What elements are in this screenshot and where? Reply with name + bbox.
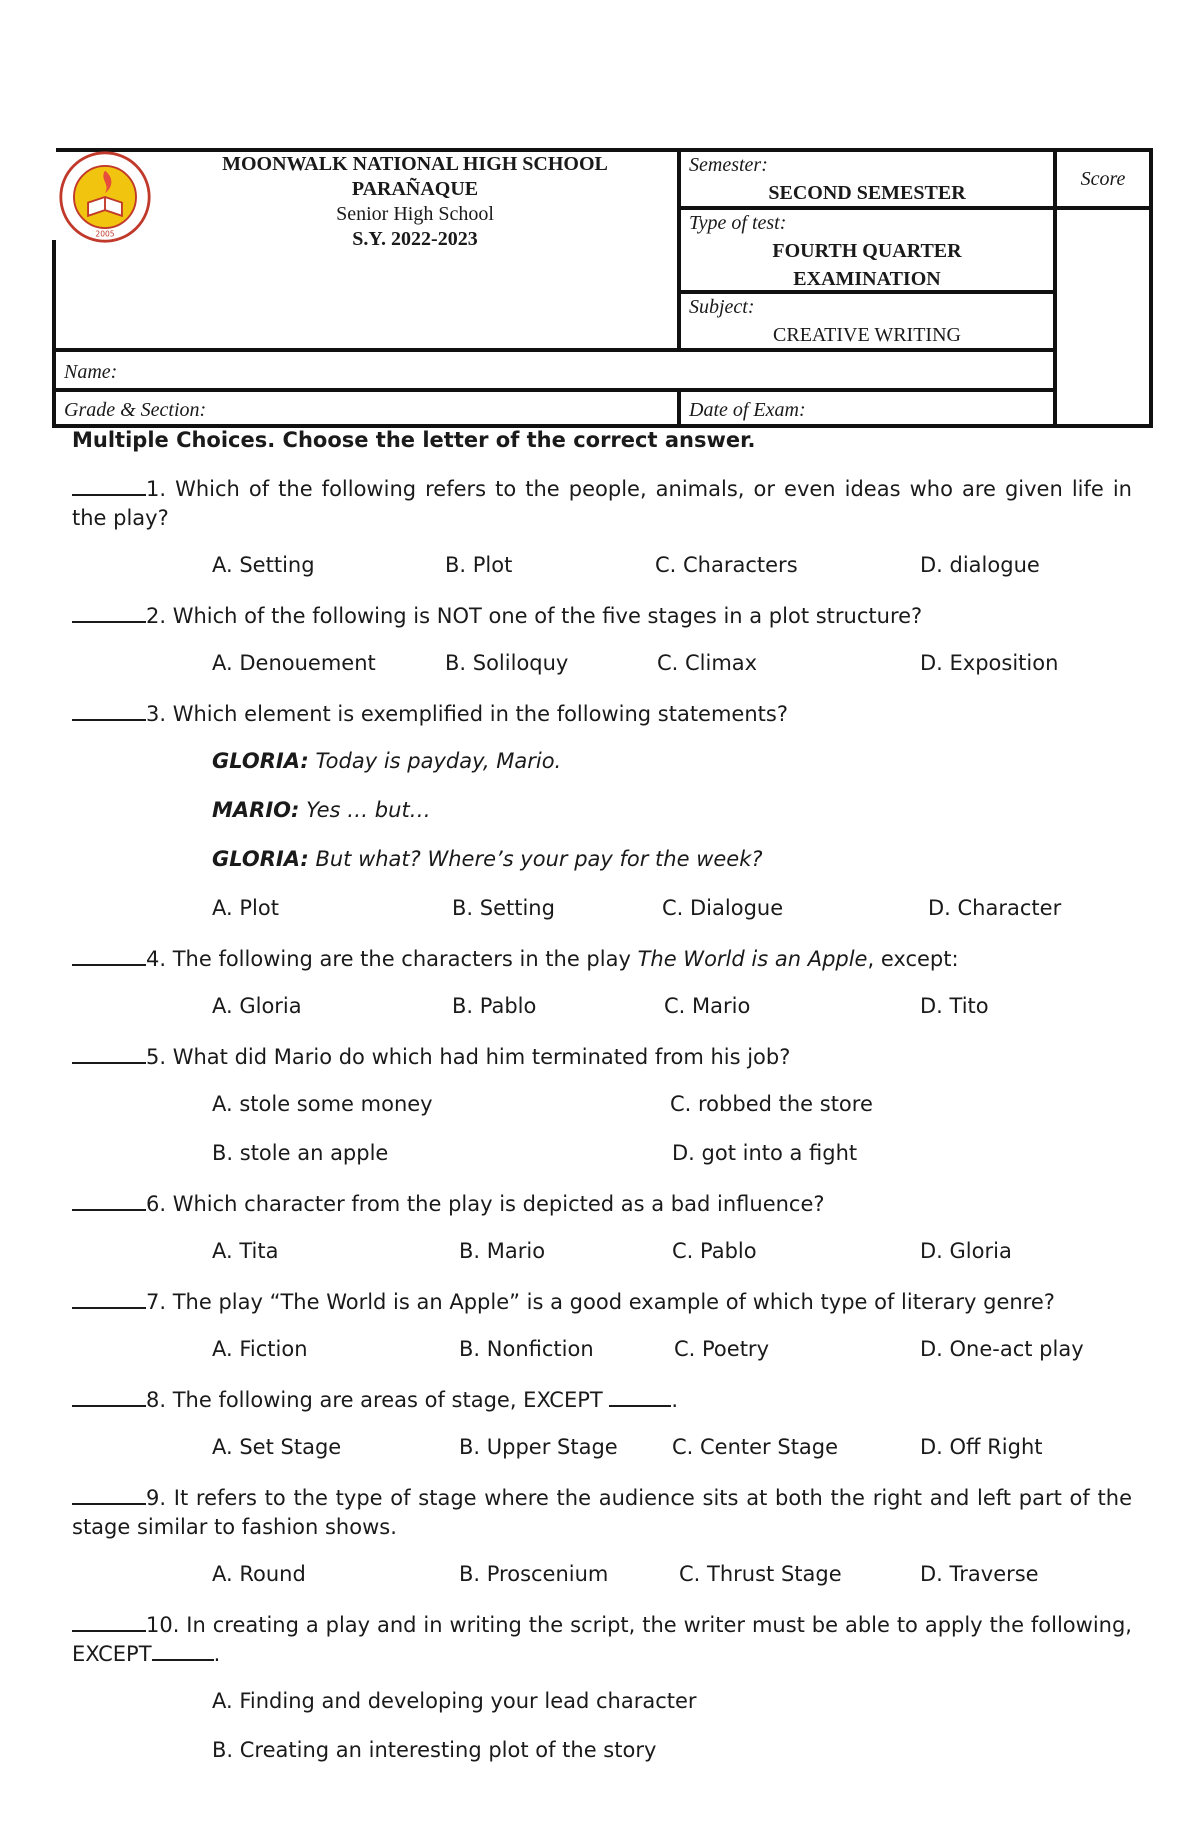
test-type-value-2: EXAMINATION <box>793 268 941 290</box>
svg-text:2005: 2005 <box>95 229 115 239</box>
option: D. got into a fight <box>672 1141 858 1165</box>
inline-blank[interactable] <box>152 1641 214 1661</box>
subject-box <box>677 290 1057 352</box>
answer-blank-6[interactable] <box>72 1191 146 1211</box>
option: B. Plot <box>445 553 513 577</box>
option: A. Plot <box>212 896 279 920</box>
option: B. Creating an interesting plot of the story <box>212 1738 657 1762</box>
question-4: 4. The following are the characters in the play The World is an Apple, except: <box>72 945 1132 974</box>
answer-blank-7[interactable] <box>72 1289 146 1309</box>
option: B. Proscenium <box>459 1562 609 1586</box>
grade-section-field[interactable] <box>52 388 681 428</box>
semester-box <box>677 148 1057 210</box>
name-label: Name: <box>64 361 118 383</box>
option: C. Dialogue <box>662 896 784 920</box>
option: C. Thrust Stage <box>679 1562 842 1586</box>
option: B. Pablo <box>452 994 537 1018</box>
answer-blank-3[interactable] <box>72 701 146 721</box>
option: A. Tita <box>212 1239 279 1263</box>
question-7: 7. The play “The World is an Apple” is a good example of which type of literary genre? <box>72 1288 1132 1317</box>
semester-label: Semester: <box>689 154 768 176</box>
option: B. Nonfiction <box>459 1337 594 1361</box>
option: D. Tito <box>920 994 989 1018</box>
instructions: Multiple Choices. Choose the letter of the correct answer. <box>72 428 756 452</box>
answer-blank-4[interactable] <box>72 946 146 966</box>
school-city: PARAÑAQUE <box>351 178 479 200</box>
option: D. dialogue <box>920 553 1040 577</box>
option: C. Climax <box>657 651 758 675</box>
answer-blank-8[interactable] <box>72 1387 146 1407</box>
score-field[interactable] <box>1053 206 1153 428</box>
school-name: MOONWALK NATIONAL HIGH SCHOOL <box>222 153 608 175</box>
option: A. stole some money <box>212 1092 433 1116</box>
option: B. Setting <box>452 896 555 920</box>
option: C. Characters <box>655 553 798 577</box>
answer-blank-10[interactable] <box>72 1612 146 1632</box>
option: B. Mario <box>459 1239 546 1263</box>
question-5: 5. What did Mario do which had him terminated from his job? <box>72 1043 1132 1072</box>
score-label-box <box>1053 148 1153 210</box>
question-3: 3. Which element is exemplified in the following statements? <box>72 700 1132 729</box>
test-type-label: Type of test: <box>689 212 787 234</box>
question-10: 10. In creating a play and in writing the script, the writer must be able to apply the following, EXCEPT . <box>72 1613 1132 1666</box>
name-field[interactable] <box>52 348 1057 392</box>
option: A. Round <box>212 1562 306 1586</box>
option: B. Upper Stage <box>459 1435 618 1459</box>
score-label: Score <box>1080 168 1126 190</box>
option: D. One-act play <box>920 1337 1084 1361</box>
option: A. Set Stage <box>212 1435 342 1459</box>
answer-blank-1[interactable] <box>72 476 146 496</box>
semester-value: SECOND SEMESTER <box>768 182 966 204</box>
option: C. Pablo <box>672 1239 757 1263</box>
school-logo <box>58 150 152 244</box>
dialogue-line: MARIO: Yes … but… <box>212 798 431 822</box>
option: C. Poetry <box>674 1337 769 1361</box>
option: D. Traverse <box>920 1562 1039 1586</box>
option: A. Gloria <box>212 994 302 1018</box>
option: A. Setting <box>212 553 315 577</box>
option: D. Exposition <box>920 651 1059 675</box>
option: A. Finding and developing your lead character <box>212 1689 697 1713</box>
test-type-value-1: FOURTH QUARTER <box>772 240 962 262</box>
option: B. Soliloquy <box>445 651 569 675</box>
subject-label: Subject: <box>689 296 755 318</box>
question-6: 6. Which character from the play is depicted as a bad influence? <box>72 1190 1132 1219</box>
question-2: 2. Which of the following is NOT one of the five stages in a plot structure? <box>72 602 1132 631</box>
subject-value: CREATIVE WRITING <box>773 324 961 346</box>
question-9: 9. It refers to the type of stage where the audience sits at both the right and left part of the stage similar to fashion shows. <box>72 1486 1132 1539</box>
question-8: 8. The following are areas of stage, EXCEPT . <box>72 1386 1132 1415</box>
dialogue-line: GLORIA: But what? Where’s your pay for the week? <box>212 847 763 871</box>
answer-blank-2[interactable] <box>72 603 146 623</box>
option: C. Center Stage <box>672 1435 839 1459</box>
inline-blank[interactable] <box>609 1387 671 1407</box>
question-1: 1. Which of the following refers to the people, animals, or even ideas who are given life in the play? <box>72 477 1132 530</box>
option: C. robbed the store <box>670 1092 873 1116</box>
option: D. Gloria <box>920 1239 1012 1263</box>
test-type-box <box>677 206 1057 294</box>
option: D. Off Right <box>920 1435 1043 1459</box>
date-of-exam-label: Date of Exam: <box>689 399 806 421</box>
option: D. Character <box>928 896 1062 920</box>
box-gap <box>52 148 56 240</box>
option: B. stole an apple <box>212 1141 389 1165</box>
dialogue-line: GLORIA: Today is payday, Mario. <box>212 749 562 773</box>
grade-section-label: Grade & Section: <box>64 399 207 421</box>
date-of-exam-field[interactable] <box>677 388 1057 428</box>
answer-blank-9[interactable] <box>72 1485 146 1505</box>
answer-blank-5[interactable] <box>72 1044 146 1064</box>
school-heading <box>160 152 670 252</box>
option: A. Fiction <box>212 1337 308 1361</box>
option: A. Denouement <box>212 651 376 675</box>
school-division: Senior High School <box>336 203 494 225</box>
school-year: S.Y. 2022-2023 <box>352 228 478 250</box>
option: C. Mario <box>664 994 751 1018</box>
